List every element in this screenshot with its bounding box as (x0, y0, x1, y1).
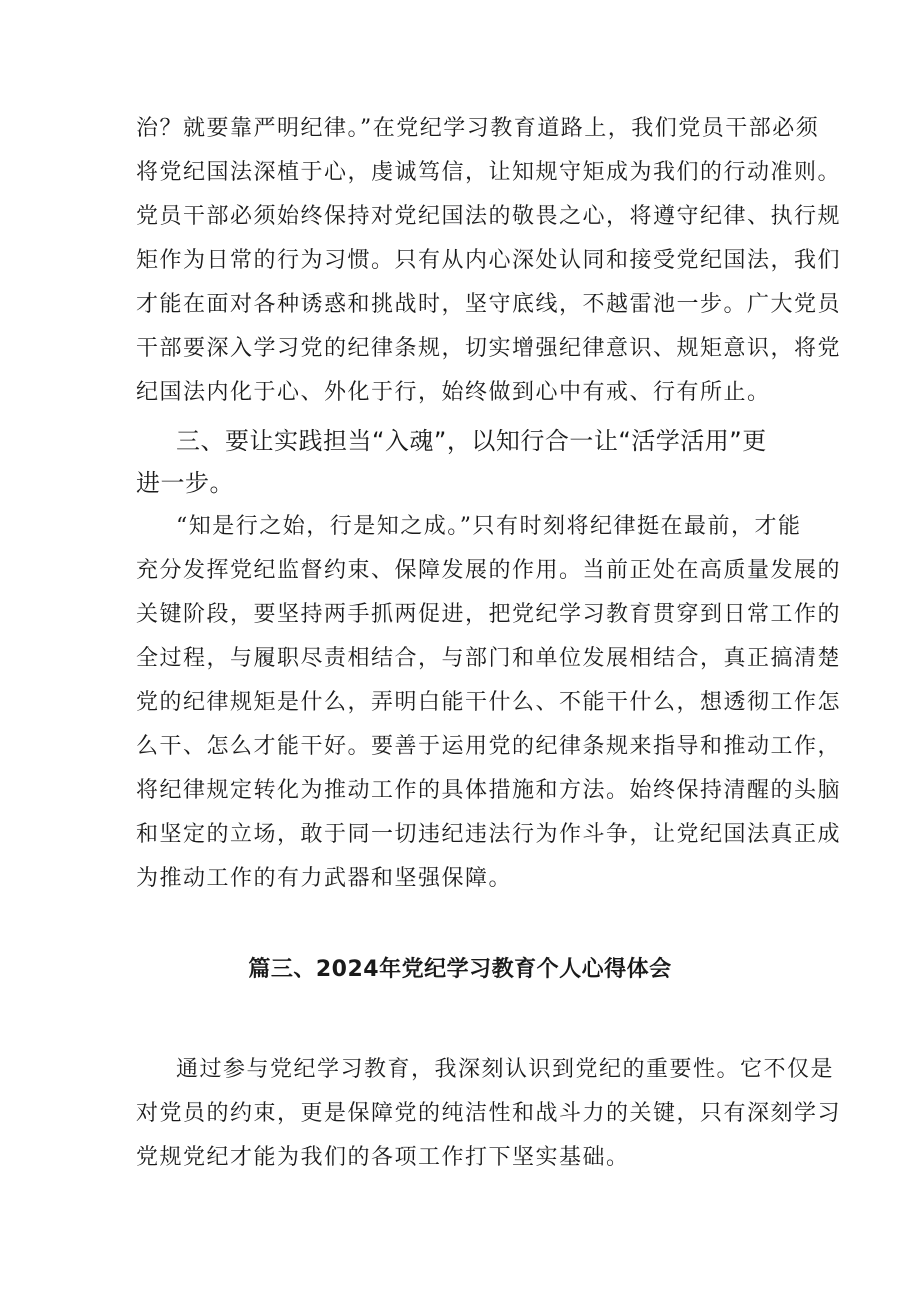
text-line: 关键阶段，要坚持两手抓两促进，把党纪学习教育贯穿到日常工作的 (136, 602, 842, 627)
text-line: 党员干部必须始终保持对党纪国法的敬畏之心，将遵守纪律、执行规 (136, 204, 842, 229)
text-line: 纪国法内化于心、外化于行，始终做到心中有戒、行有所止。 (136, 380, 771, 405)
text-line: 为推动工作的有力武器和坚强保障。 (136, 866, 513, 891)
heading-line: 进一步。 (136, 469, 234, 497)
text-line: 党的纪律规矩是什么，弄明白能干什么、不能干什么，想透彻工作怎 (136, 690, 842, 715)
section-title: 篇三、2024年党纪学习教育个人心得体会 (248, 957, 672, 982)
text-line: 干部要深入学习党的纪律条规，切实增强纪律意识、规矩意识，将党 (136, 336, 842, 361)
text-line: 对党员的约束，更是保障党的纯洁性和战斗力的关键，只有深刻学习 (136, 1101, 842, 1126)
text-line: 充分发挥党纪监督约束、保障发展的作用。当前正处在高质量发展的 (136, 558, 842, 583)
text-line: 党规党纪才能为我们的各项工作打下坚实基础。 (136, 1145, 630, 1170)
heading-line: 三、要让实践担当“入魂”，以知行合一让“活学活用”更 (176, 427, 767, 455)
text-line: 矩作为日常的行为习惯。只有从内心深处认同和接受党纪国法，我们 (136, 248, 842, 273)
text-line: “知是行之始，行是知之成。”只有时刻将纪律挺在最前，才能 (176, 514, 802, 539)
text-line: 将纪律规定转化为推动工作的具体措施和方法。始终保持清醒的头脑 (136, 778, 842, 803)
text-line: 通过参与党纪学习教育，我深刻认识到党纪的重要性。它不仅是 (176, 1057, 835, 1082)
text-line: 和坚定的立场，敢于同一切违纪违法行为作斗争，让党纪国法真正成 (136, 822, 842, 847)
text-line: 么干、怎么才能干好。要善于运用党的纪律条规来指导和推动工作， (136, 734, 842, 759)
text-line: 全过程，与履职尽责相结合，与部门和单位发展相结合，真正搞清楚 (136, 646, 842, 671)
text-line: 将党纪国法深植于心，虔诚笃信，让知规守矩成为我们的行动准则。 (136, 160, 842, 185)
text-line: 治？就要靠严明纪律。”在党纪学习教育道路上，我们党员干部必须 (136, 116, 820, 141)
text-line: 才能在面对各种诱惑和挑战时，坚守底线，不越雷池一步。广大党员 (136, 292, 842, 317)
